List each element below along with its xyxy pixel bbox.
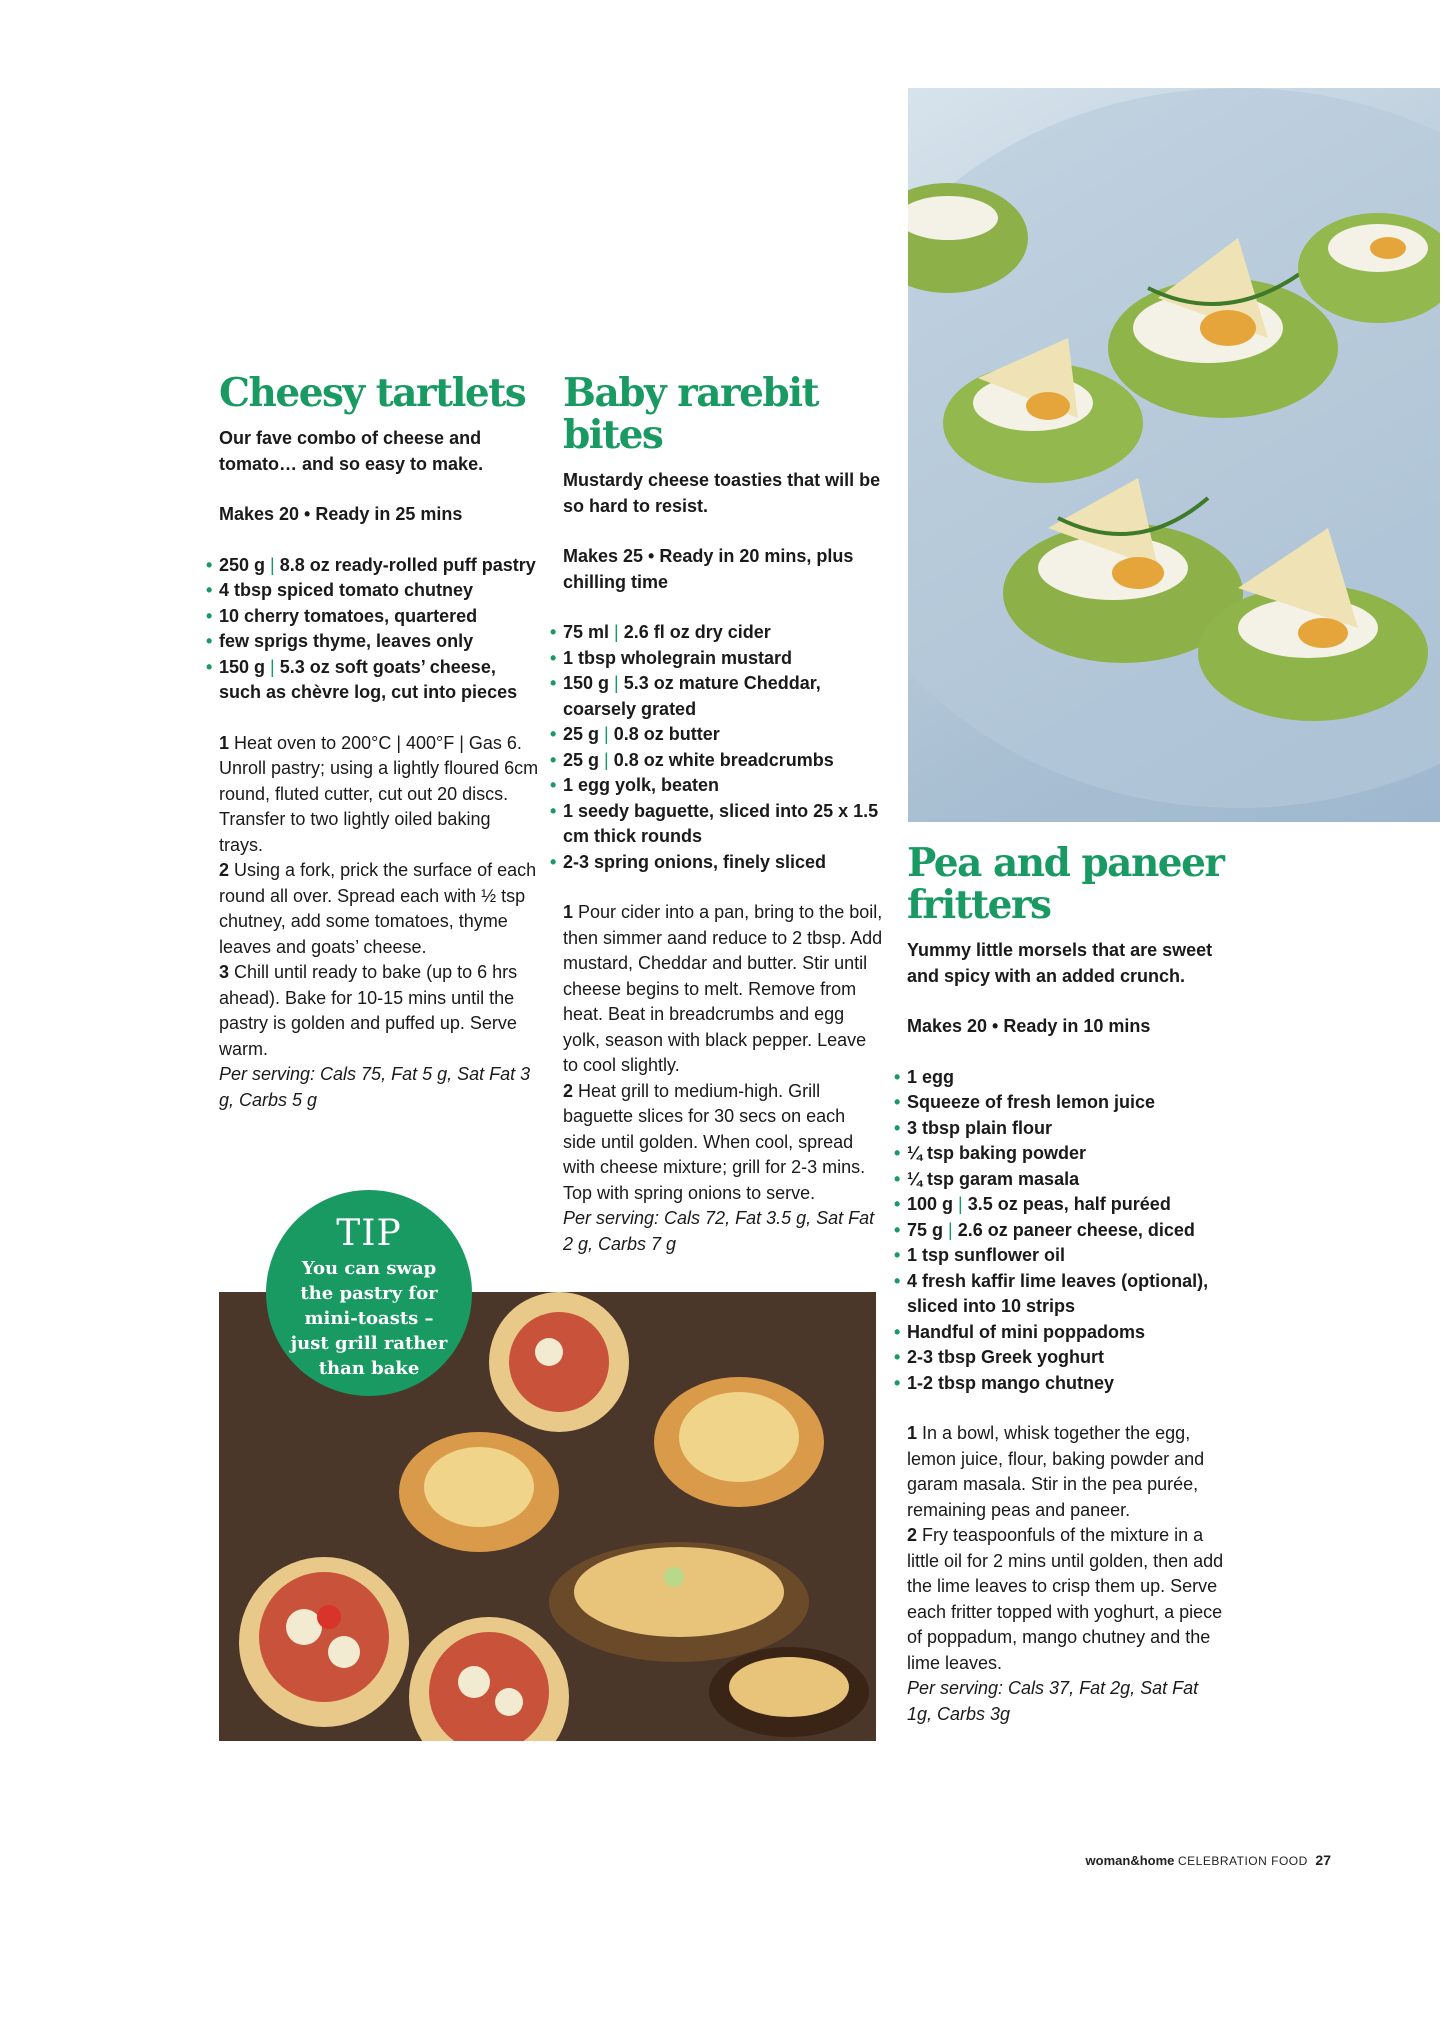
ingredient-item: • 75 g | 2.6 oz paneer cheese, diced <box>907 1218 1227 1244</box>
magazine-section: CELEBRATION FOOD <box>1178 1854 1308 1868</box>
ingredient-item: • 2-3 spring onions, finely sliced <box>563 850 883 876</box>
ingredient-item: • 1-2 tbsp mango chutney <box>907 1371 1227 1397</box>
rarebit-4 <box>709 1647 869 1737</box>
ingredient-item: • 2-3 tbsp Greek yoghurt <box>907 1345 1227 1371</box>
recipe-makes: Makes 20 • Ready in 10 mins <box>907 1016 1151 1036</box>
page-footer <box>1086 1852 1331 1868</box>
ingredient-item: • 150 g | 5.3 oz soft goats’ cheese, such as chèvre log, cut into pieces <box>219 655 539 706</box>
recipe-baby-rarebit-bites <box>563 372 883 1257</box>
ingredient-item: • ¼ tsp baking powder <box>907 1141 1227 1167</box>
recipe-pea-paneer-fritters <box>907 842 1227 1727</box>
ingredient-item: • ¼ tsp garam masala <box>907 1167 1227 1193</box>
ingredient-item: • 4 tbsp spiced tomato chutney <box>219 578 539 604</box>
recipe-intro: Our fave combo of cheese and tomato… and so easy to make. <box>219 428 484 474</box>
tartlet-1 <box>239 1557 409 1727</box>
rarebit-2 <box>654 1377 824 1507</box>
ingredient-item: • 1 egg <box>907 1065 1227 1091</box>
recipe-cheesy-tartlets <box>219 372 539 1113</box>
ingredient-item: • few sprigs thyme, leaves only <box>219 629 539 655</box>
magazine-brand: woman&home <box>1085 1853 1175 1868</box>
recipe-title: Pea and paneer fritters <box>907 840 1224 928</box>
nutrition-info: Per serving: Cals 37, Fat 2g, Sat Fat 1g, Carbs 3g <box>907 1678 1199 1724</box>
ingredient-item: • 1 egg yolk, beaten <box>563 773 883 799</box>
ingredient-item: • 4 fresh kaffir lime leaves (optional), sliced into 10 strips <box>907 1269 1227 1320</box>
rarebit-3 <box>549 1542 809 1662</box>
recipe-makes: Makes 25 • Ready in 20 mins, plus chilling time <box>563 546 854 592</box>
rarebit-1 <box>399 1432 559 1552</box>
method-step: 2 Heat grill to medium-high. Grill baguette slices for 30 secs on each side until golden. When cool, spread with cheese mixture; grill for 2-3 mins. Top with spring onions to serve. <box>563 1080 866 1203</box>
ingredient-item: • 100 g | 3.5 oz peas, half puréed <box>907 1192 1227 1218</box>
pea-fritters-illustration <box>908 88 1440 822</box>
ingredient-item: • Squeeze of fresh lemon juice <box>907 1090 1227 1116</box>
ingredient-item: • Handful of mini poppadoms <box>907 1320 1227 1346</box>
ingredient-item: • 250 g | 8.8 oz ready-rolled puff pastry <box>219 553 539 579</box>
ingredient-item: • 25 g | 0.8 oz butter <box>563 722 883 748</box>
tip-badge <box>266 1190 472 1396</box>
ingredient-list <box>219 553 539 706</box>
ingredient-item: • 75 ml | 2.6 fl oz dry cider <box>563 620 883 646</box>
ingredient-item: • 1 tsp sunflower oil <box>907 1243 1227 1269</box>
tartlet-3 <box>489 1292 629 1432</box>
tip-text: You can swap the pastry for mini-toasts – just grill rather than bake <box>290 1258 448 1379</box>
page-number: 27 <box>1315 1852 1331 1868</box>
recipe-title: Baby rarebit bites <box>563 370 819 458</box>
recipe-intro: Yummy little morsels that are sweet and spicy with an added crunch. <box>907 940 1213 986</box>
method-step: 1 In a bowl, whisk together the egg, lemon juice, flour, baking powder and garam masala. Stir in the pea purée, remaining peas and paneer. <box>907 1423 1205 1520</box>
ingredient-list <box>907 1065 1227 1397</box>
method-step: 1 Heat oven to 200°C | 400°F | Gas 6. Unroll pastry; using a lightly floured 6cm round, fluted cutter, cut out 20 discs. Transfer to two lightly oiled baking trays. <box>219 732 539 855</box>
method-step: 2 Using a fork, prick the surface of each round all over. Spread each with ½ tsp chutney, add some tomatoes, thyme leaves and goats’ cheese. <box>219 860 537 957</box>
ingredient-item: • 3 tbsp plain flour <box>907 1116 1227 1142</box>
ingredient-list <box>563 620 883 875</box>
photo-pea-fritters <box>908 88 1440 822</box>
tip-title: TIP <box>336 1213 402 1254</box>
ingredient-item: • 1 tbsp wholegrain mustard <box>563 646 883 672</box>
recipe-title: Cheesy tartlets <box>219 370 526 416</box>
method-step: 2 Fry teaspoonfuls of the mixture in a little oil for 2 mins until golden, then add the lime leaves to crisp them up. Serve each fritter topped with yoghurt, a piece of poppadum, mango chutney and the lime leaves. <box>907 1525 1224 1673</box>
nutrition-info: Per serving: Cals 75, Fat 5 g, Sat Fat 3 g, Carbs 5 g <box>219 1064 531 1110</box>
method <box>219 731 539 1114</box>
nutrition-info: Per serving: Cals 72, Fat 3.5 g, Sat Fat 2 g, Carbs 7 g <box>563 1208 875 1254</box>
recipe-makes: Makes 20 • Ready in 25 mins <box>219 504 463 524</box>
ingredient-item: • 25 g | 0.8 oz white breadcrumbs <box>563 748 883 774</box>
method-step: 1 Pour cider into a pan, bring to the boil, then simmer aand reduce to 2 tbsp. Add mustard, Cheddar and butter. Stir until cheese begins to melt. Remove from heat. Beat in breadcrumbs and egg yolk, season with black pepper. Leave to cool slightly. <box>563 902 883 1075</box>
method <box>907 1421 1227 1727</box>
ingredient-item: • 1 seedy baguette, sliced into 25 x 1.5 cm thick rounds <box>563 799 883 850</box>
ingredient-item: • 150 g | 5.3 oz mature Cheddar, coarsely grated <box>563 671 883 722</box>
ingredient-item: • 10 cherry tomatoes, quartered <box>219 604 539 630</box>
method-step: 3 Chill until ready to bake (up to 6 hrs ahead). Bake for 10-15 mins until the pastry is golden and puffed up. Serve warm. <box>219 962 518 1059</box>
method <box>563 900 883 1257</box>
recipe-intro: Mustardy cheese toasties that will be so hard to resist. <box>563 470 881 516</box>
